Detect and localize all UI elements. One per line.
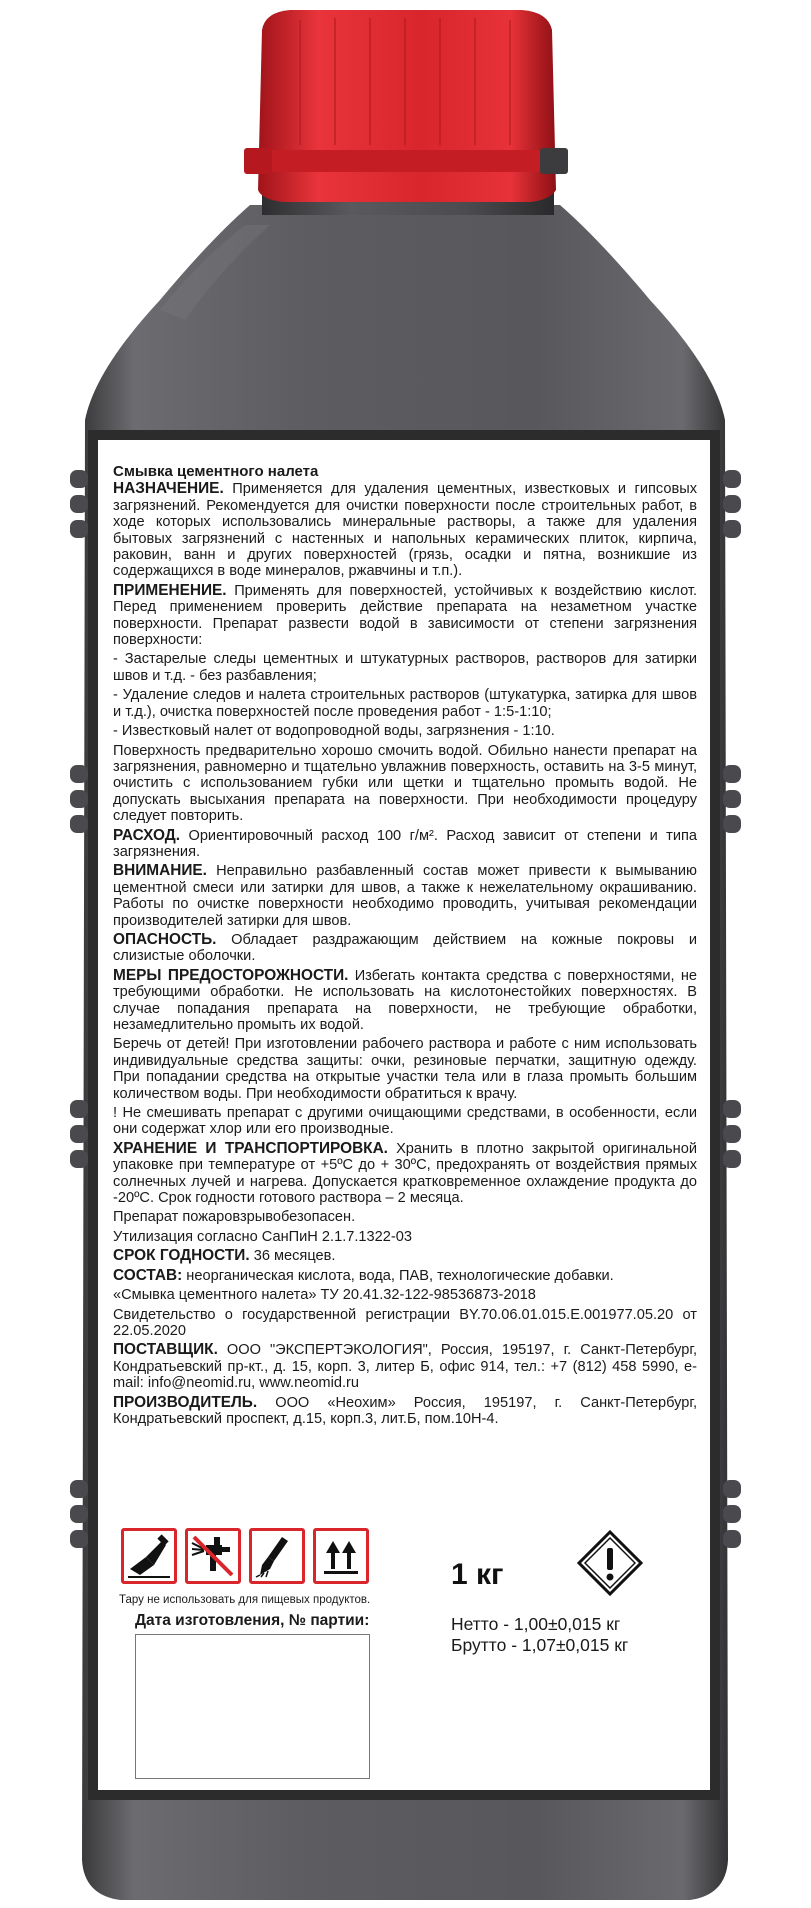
- apply-brush-icon: [121, 1528, 177, 1584]
- label-section: [113, 1287, 697, 1303]
- section-text: Неправильно разбавленный состав может привести к вымыванию цементной смеси или затирки для швов, а также к нежелательному окрашиванию. Работы по очистке поверхности необходимо проводить, учитывая рекомендации производителей затирки для швов.: [113, 863, 697, 929]
- section-text: Беречь от детей! При изготовлении рабочего раствора и работе с ним использовать индивидуальные средства защиты: очки, резиновые перчатки, защитную одежду. При попадании средства на открытые участки тела или в глаза промыть большим количеством воды. При необходимости обратиться к врачу.: [113, 1036, 697, 1102]
- label-section: [113, 1141, 697, 1207]
- label-section: [113, 863, 697, 929]
- paint-brush-icon: [249, 1528, 305, 1584]
- section-text: - Известковый налет от водопроводной воды, загрязнения - 1:10.: [113, 723, 555, 740]
- label-text: [113, 464, 697, 1427]
- label-section: [113, 723, 697, 739]
- label-section: [113, 743, 697, 825]
- product-label: [88, 430, 720, 1800]
- section-text: Поверхность предварительно хорошо смочить водой. Обильно нанести препарат на загрязнения, равномерно и тщательно увлажнив поверхность, оставить на 3-5 минут, очистить с использованием губки или щетки и тщательно промыть водой. Не допускать высыхания препарата на поверхности. При необходимости процедуру следует повторить.: [113, 742, 697, 825]
- section-heading: ПРИМЕНЕНИЕ.: [113, 581, 227, 599]
- spray-gun-icon: [185, 1528, 241, 1584]
- section-text: ООО «Неохим» Россия, 195197, г. Санкт-Петербург, Кондратьевский проспект, д.15, корп.3, лит.Б, пом.10Н-4.: [113, 1394, 698, 1427]
- exclamation-diamond-icon: [575, 1528, 645, 1598]
- section-text: Ориентировочный расход 100 г/м². Расход зависит от степени и типа загрязнения.: [113, 827, 697, 860]
- section-text: неорганическая кислота, вода, ПАВ, технологические добавки.: [186, 1267, 614, 1284]
- label-section: [113, 1248, 697, 1264]
- label-section: [113, 481, 697, 579]
- label-section: [113, 687, 697, 720]
- section-heading: НАЗНАЧЕНИЕ.: [113, 480, 224, 498]
- section-heading: ХРАНЕНИЕ И ТРАНСПОРТИРОВКА.: [113, 1139, 388, 1157]
- label-section: [113, 1342, 697, 1391]
- net-weight: 1 кг: [451, 1558, 504, 1591]
- section-text: Препарат пожаровзрывобезопасен.: [113, 1209, 356, 1226]
- label-section: [113, 932, 697, 965]
- section-heading: ПРОИЗВОДИТЕЛЬ.: [113, 1393, 258, 1411]
- label-section: [113, 1036, 697, 1102]
- label-section: [113, 1229, 697, 1245]
- label-section: [113, 1307, 697, 1340]
- section-text: Хранить в плотно закрытой оригинальной упаковке при температуре от +5ºС до + 30ºС, предохранять от воздействия прямых солнечных лучей и нагрева. Допускается кратковременное охлаждение продукта до -20ºС. Срок годности готового раствора – 2 месяца.: [113, 1140, 697, 1207]
- this-way-up-icon: [313, 1528, 369, 1584]
- brutto-line: Брутто - 1,07±0,015 кг: [451, 1635, 629, 1655]
- section-heading: ВНИМАНИЕ.: [113, 862, 207, 880]
- weight-details: [451, 1614, 628, 1656]
- section-text: «Смывка цементного налета» ТУ 20.41.32-122-98536873-2018: [113, 1287, 536, 1304]
- label-bottom: [113, 1528, 703, 1788]
- label-section: [113, 968, 697, 1034]
- section-heading: СРОК ГОДНОСТИ.: [113, 1247, 250, 1265]
- section-text: Обладает раздражающим действием на кожные покровы и слизистые оболочки.: [113, 931, 697, 965]
- section-text: 36 месяцев.: [253, 1248, 336, 1265]
- section-text: Утилизация согласно СанПиН 2.1.7.1322-03: [113, 1228, 412, 1245]
- label-sections: [113, 481, 697, 1427]
- section-heading: ПОСТАВЩИК.: [113, 1341, 218, 1359]
- label-section: [113, 583, 697, 649]
- section-text: ООО "ЭКСПЕРТЭКОЛОГИЯ", Россия, 195197, г. Санкт-Петербург, Кондратьевский пр-кт., д. 15, корп. 3, литер Б, офис 914, тел.: +7 (812) 458 5990, e-mail: info@neomid.ru, www.neomid.ru: [113, 1342, 697, 1392]
- section-heading: МЕРЫ ПРЕДОСТОРОЖНОСТИ.: [113, 966, 349, 984]
- label-section: [113, 1209, 697, 1225]
- tare-note: Тару не использовать для пищевых продуктов.: [119, 1594, 371, 1606]
- section-text: ! Не смешивать препарат с другими очищающими средствами, в особенности, если они содержат хлор или его производные.: [113, 1105, 697, 1138]
- section-text: - Застарелые следы цементных и штукатурных растворов, растворов для затирки швов и т.д. - без разбавления;: [113, 651, 697, 684]
- section-heading: ОПАСНОСТЬ.: [113, 930, 217, 948]
- label-section: [113, 828, 697, 861]
- section-text: - Удаление следов и налета строительных растворов (штукатурка, затирка для швов и т.д.), очистка поверхностей после проведения работ - 1:5-1:10;: [113, 687, 697, 720]
- section-heading: СОСТАВ:: [113, 1266, 183, 1284]
- label-section: [113, 1395, 697, 1428]
- date-batch-box: [135, 1634, 370, 1779]
- section-text: Применять для поверхностей, устойчивых к воздействию кислот. Перед применением проверить действие препарата на незаметном участке поверхности. Препарат развести водой в зависимости от степени загрязнения поверхности:: [113, 582, 698, 649]
- section-text: Свидетельство о государственной регистрации BY.70.06.01.015.Е.001977.05.20 от 22.05.2020: [113, 1306, 697, 1339]
- pictogram-row: [121, 1528, 369, 1592]
- section-text: Применяется для удаления цементных, известковых и гипсовых загрязнений. Рекомендуется для очистки поверхности после строительных работ, в ходе которых использовались минеральные растворы, а также для удаления бытовых загрязнений с настенных и напольных керамических плиток, кирпича, раковин, ванн и других поверхностей (грязь, осадки и пятна, возникшие из содержащихся в воде минералов, ржавчины и т.п.).: [113, 481, 698, 580]
- label-section: [113, 1105, 697, 1138]
- netto-line: Нетто - 1,00±0,015 кг: [451, 1614, 621, 1634]
- label-content: [98, 440, 710, 1790]
- label-section: [113, 651, 697, 684]
- date-batch-title: Дата изготовления, № партии:: [135, 1612, 370, 1629]
- section-text: Избегать контакта средства с поверхностями, не требующими обработки. Не использовать на кислотонестойких поверхностях. В случае попадания препарата на поверхности, не требующие обработки, незамедлительно промыть их водой.: [113, 967, 698, 1033]
- product-name: Смывка цементного налета: [113, 463, 319, 480]
- label-section: [113, 1268, 697, 1284]
- section-heading: РАСХОД.: [113, 826, 181, 844]
